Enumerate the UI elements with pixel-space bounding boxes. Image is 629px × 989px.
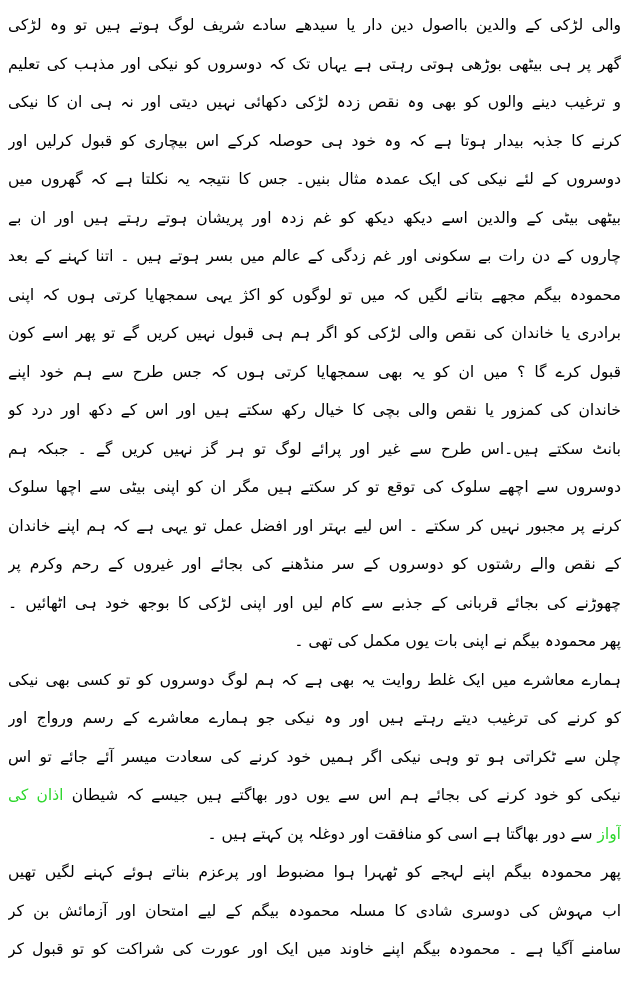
text-line-13: دوسروں سے اچھے سلوک کی توقع تو کر سکتے ہیں مگر ان کو اپنی بیٹی سے اچھا سلوک: [8, 478, 621, 496]
text-line-8: محمودہ بیگم مجھے بتانے لگیں کہ میں تو لوگوں کو اکژ یہی سمجھایا کرتی ہوں کہ اپنی: [8, 285, 621, 304]
text-line-23: پھر محمودہ بیگم اپنے لہجے کو ٹھہرا ہوا مضبوط اور پرعزم بناتے ہوئے کہنے لگیں تھیں: [8, 863, 621, 881]
text-line-25: سامنے آگیا ہے ۔ محمودہ بیگم اپنے خاوند میں ایک اور عورت کی شراکت کو تو قبول کر: [8, 940, 621, 958]
text-line-11: خاندان کی کمزور یا نقص والی بچی کا خیال رکھ سکتے ہیں اور اس کے دکھ اور درد کو: [8, 401, 621, 419]
text-line-9: برادری یا خاندان کی نقص والی لڑکی کو اگر ہم ہی قبول نہیں کریں گے تو پھر اسے کون: [8, 324, 621, 342]
text-line-3: و ترغیب دینے والوں کو بھی وہ نقص زدہ لڑکی دکھائی نہیں دیتی اور نہ ہی ان کا نیکی: [8, 93, 621, 111]
text-line-2: گھر پر ہی بیٹھی بوڑھی ہوتی رہتی ہے یہاں تک کہ دوسروں کو نیکی اور مذہب کی تعلیم: [8, 54, 621, 73]
text-line-4: کرنے کا جذبہ بیدار ہوتا ہے کہ وہ خود ہی حوصلہ کرکے اس بیچاری کو قبول کرلیں اور: [8, 131, 621, 150]
text-line-6: بیٹھی بیٹی کے والدین اسے دیکھ دیکھ کو غم زدہ اور پریشان ہوتے رہتے ہیں اور ان بے: [8, 208, 621, 227]
text-line-14: کرنے پر مجبور نہیں کر سکتے ۔ اس لیے بہتر اور افضل عمل تو یہی ہے کہ ہم اپنے خاندان: [8, 516, 621, 535]
text-line-24: اب مہوش کی دوسری شادی کا مسلہ محمودہ بیگم کے لیے امتحان اور آزمائش بن کر: [8, 901, 621, 920]
text-line-21: [8, 776, 621, 815]
text-line-17: پھر محمودہ بیگم نے اپنی بات یوں مکمل کی تھی ۔: [294, 632, 621, 650]
text-line-7: چاروں کے دن رات بے سکونی اور غم زدگی کے عالم میں بسر ہوتے ہیں ۔ اتنا کہنے کے بعد: [8, 247, 621, 265]
highlighted-word-awaz: آواز: [597, 824, 621, 843]
text-line-20: چلن سے ٹکراتی ہو تو وہی نیکی اگر ہمیں خود کرنے کی سعادت میسر آئے جائے تو اس: [8, 747, 621, 766]
text-line-22-body: سے دور بھاگتا ہے اسی کو منافقت اور دوغلہ پن کہتے ہیں ۔: [207, 824, 593, 843]
text-line-5: دوسروں کے لئے نیکی کی ایک عمدہ مثال بنیں۔ جس کا نتیجہ یہ نکلتا ہے کہ گھروں میں: [8, 170, 621, 188]
text-line-1: والی لڑکی کے والدین بااصول دین دار یا سیدھے سادے شریف لوگ ہوتے ہیں تو وہ لڑکی: [8, 16, 621, 34]
text-line-12: بانٹ سکتے ہیں۔اس طرح سے غیر اور پرائے لوگ تو ہر گز نہیں کریں گے ۔ جبکہ ہم: [8, 439, 621, 458]
text-line-15: کے نقص والے رشتوں کو دوسروں کے سر منڈھنے کی بجائے اور غیروں کے رحم وکرم پر: [8, 555, 621, 573]
text-line-21-body: نیکی کو خود کرنے کی بجائے ہم اس سے یوں دور بھاگتے ہیں جیسے کہ شیطان: [71, 786, 621, 804]
text-line-18: ہمارے معاشرے میں ایک غلط روایت یہ بھی ہے کہ ہم لوگ دوسروں کو تو کسی بھی نیکی: [8, 670, 621, 689]
text-line-10: قبول کرے گا ؟ میں ان کو یہ بھی سمجھایا کرتی ہوں کہ جس طرح سے ہم خود اپنے: [8, 362, 621, 381]
text-line-16: چھوڑنے کی بجائے قربانی کے جذبے سے کام لیں اور اپنی لڑکی کا بوجھ خود ہی اٹھائیں ۔: [8, 593, 621, 612]
text-line-19: کو کرنے کی ترغیب دیتے رہتے ہیں اور وہ نیکی جو ہمارے معاشرے کے رسم ورواج اور: [8, 709, 621, 727]
text-line-22: [8, 815, 621, 854]
highlighted-phrase-azan: اذان کی: [8, 786, 64, 804]
